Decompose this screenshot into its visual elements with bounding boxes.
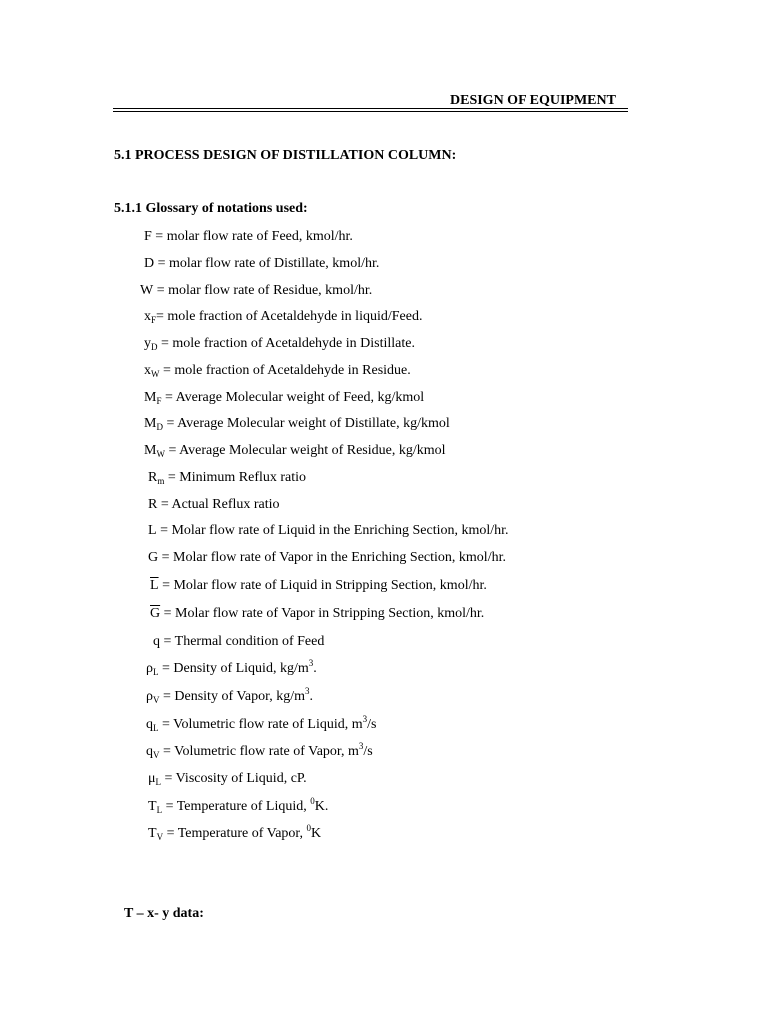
notation-definition: = Viscosity of Liquid, cP. bbox=[161, 771, 307, 786]
notation-subscript: F bbox=[156, 396, 162, 406]
glossary-item bbox=[144, 389, 424, 407]
notation-unit-tail: /s bbox=[367, 717, 377, 732]
notation-definition: = Density of Liquid, kg/m bbox=[158, 661, 309, 676]
notation-subscript: L bbox=[155, 777, 162, 787]
notation-symbol: D bbox=[144, 256, 155, 271]
notation-subscript: V bbox=[153, 695, 160, 705]
notation-definition: = Actual Reflux ratio bbox=[157, 497, 280, 512]
notation-unit-tail: . bbox=[313, 661, 317, 676]
notation-definition: = Density of Vapor, kg/m bbox=[159, 689, 306, 704]
notation-superscript: 0 bbox=[310, 796, 315, 806]
glossary-item bbox=[140, 282, 372, 300]
notation-definition: = Molar flow rate of Liquid in the Enriching Section, kmol/hr. bbox=[156, 523, 509, 538]
section-title: 5.1 PROCESS DESIGN OF DISTILLATION COLUMN: bbox=[114, 148, 457, 163]
notation-subscript: D bbox=[151, 342, 158, 352]
notation-symbol: M bbox=[144, 390, 157, 405]
notation-subscript: F bbox=[151, 315, 157, 325]
notation-definition: = Average Molecular weight of Residue, kg/kmol bbox=[164, 443, 446, 458]
glossary-item bbox=[146, 688, 313, 706]
notation-subscript: V bbox=[156, 832, 164, 842]
notation-symbol: R bbox=[148, 497, 158, 512]
notation-definition: = Average Molecular weight of Feed, kg/kmol bbox=[161, 390, 425, 405]
notation-definition: = Temperature of Liquid, bbox=[162, 799, 311, 814]
notation-subscript: D bbox=[156, 422, 163, 432]
notation-symbol: $\overline{G}$ bbox=[150, 606, 161, 621]
notation-symbol: x bbox=[144, 363, 151, 378]
notation-unit-tail: K bbox=[311, 826, 322, 841]
glossary-item bbox=[144, 308, 422, 326]
notation-superscript: 3 bbox=[308, 658, 314, 668]
notation-definition: = Minimum Reflux ratio bbox=[164, 470, 307, 485]
glossary-item bbox=[144, 362, 411, 380]
notation-symbol: ρ bbox=[146, 689, 153, 704]
notation-subscript: L bbox=[153, 667, 159, 677]
notation-superscript: 3 bbox=[358, 741, 364, 751]
notation-symbol: x bbox=[144, 309, 151, 324]
notation-definition: = molar flow rate of Distillate, kmol/hr. bbox=[154, 256, 380, 271]
notation-symbol: W bbox=[140, 283, 154, 298]
notation-definition: = Molar flow rate of Vapor in Stripping Section, kmol/hr. bbox=[160, 606, 485, 621]
notation-unit-tail: /s bbox=[363, 744, 373, 759]
notation-definition: = Molar flow rate of Vapor in the Enriching Section, kmol/hr. bbox=[158, 550, 506, 565]
notation-symbol: R bbox=[148, 470, 158, 485]
notation-definition: = Temperature of Vapor, bbox=[163, 826, 307, 841]
notation-symbol: M bbox=[144, 443, 157, 458]
notation-definition: = molar flow rate of Residue, kmol/hr. bbox=[153, 283, 373, 298]
notation-definition: = Thermal condition of Feed bbox=[160, 634, 325, 649]
glossary-item bbox=[144, 415, 450, 433]
notation-symbol: μ bbox=[148, 771, 156, 786]
notation-unit-tail: K. bbox=[314, 799, 329, 814]
notation-subscript: W bbox=[151, 369, 160, 379]
subsection-title: 5.1.1 Glossary of notations used: bbox=[114, 201, 308, 216]
glossary-item bbox=[146, 660, 317, 678]
notation-symbol: G bbox=[148, 550, 159, 565]
notation-definition: = mole fraction of Acetaldehyde in Residue. bbox=[159, 363, 411, 378]
notation-unit-tail: . bbox=[309, 689, 314, 704]
glossary-item bbox=[144, 255, 379, 273]
notation-subscript: L bbox=[156, 805, 163, 815]
notation-symbol: T bbox=[148, 826, 157, 841]
notation-symbol: T bbox=[148, 799, 157, 814]
notation-symbol: q bbox=[146, 717, 153, 732]
glossary-item bbox=[144, 335, 415, 353]
glossary-item bbox=[148, 798, 328, 816]
glossary-item bbox=[150, 577, 487, 595]
glossary-item bbox=[148, 825, 321, 843]
notation-superscript: 0 bbox=[306, 823, 312, 833]
glossary-item bbox=[148, 522, 509, 540]
notation-definition: = Volumetric flow rate of Liquid, m bbox=[158, 717, 363, 732]
notation-symbol: M bbox=[144, 416, 157, 431]
notation-definition: = Volumetric flow rate of Vapor, m bbox=[159, 744, 359, 759]
glossary-item bbox=[146, 743, 373, 761]
notation-symbol: F bbox=[144, 229, 152, 244]
glossary-item bbox=[144, 228, 353, 246]
page-header-title: DESIGN OF EQUIPMENT bbox=[450, 93, 616, 108]
notation-subscript: V bbox=[153, 750, 160, 760]
glossary-item bbox=[150, 605, 484, 623]
txy-data-heading: T – x- y data: bbox=[124, 906, 204, 921]
notation-definition: = molar flow rate of Feed, kmol/hr. bbox=[151, 229, 353, 244]
notation-subscript: m bbox=[157, 476, 165, 486]
notation-subscript: L bbox=[153, 723, 159, 733]
notation-symbol: y bbox=[144, 336, 151, 351]
notation-symbol: q bbox=[153, 634, 160, 649]
notation-definition: = mole fraction of Acetaldehyde in liquid/Feed. bbox=[156, 309, 423, 324]
glossary-item bbox=[144, 442, 446, 460]
glossary-item bbox=[153, 633, 324, 651]
notation-definition: = Average Molecular weight of Distillate, kg/kmol bbox=[162, 416, 450, 431]
notation-symbol: L bbox=[148, 523, 157, 538]
notation-definition: = mole fraction of Acetaldehyde in Distillate. bbox=[157, 336, 415, 351]
notation-subscript: W bbox=[156, 449, 165, 459]
notation-symbol: ρ bbox=[146, 661, 153, 676]
notation-superscript: 3 bbox=[362, 714, 368, 724]
notation-symbol: $\overline{L}$ bbox=[150, 578, 159, 593]
notation-superscript: 3 bbox=[305, 686, 310, 696]
glossary-item bbox=[148, 549, 506, 567]
glossary-item bbox=[148, 496, 280, 514]
glossary-item bbox=[148, 770, 307, 788]
glossary-item bbox=[146, 716, 376, 734]
notation-symbol: q bbox=[146, 744, 153, 759]
notation-definition: = Molar flow rate of Liquid in Stripping Section, kmol/hr. bbox=[158, 578, 487, 593]
glossary-item bbox=[148, 469, 306, 487]
